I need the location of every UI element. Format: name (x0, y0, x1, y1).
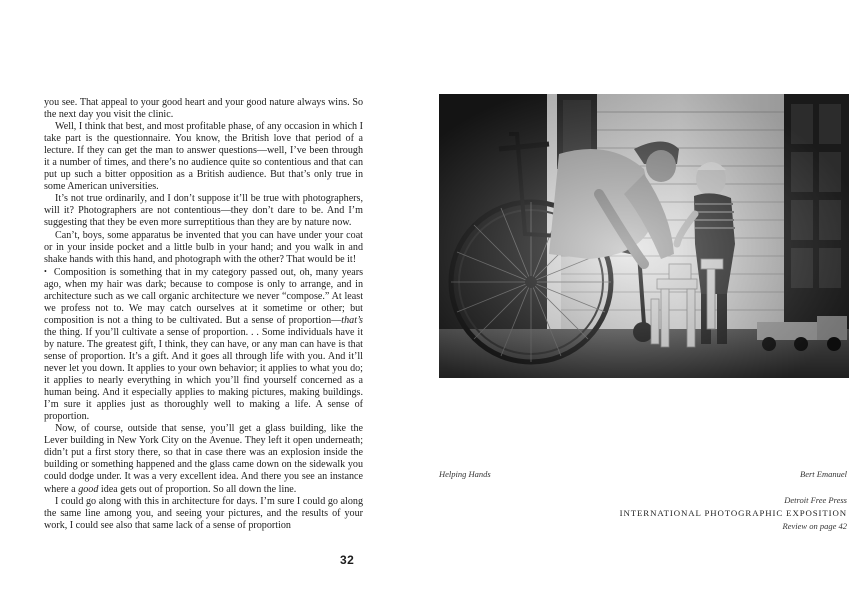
paragraph-text: idea gets out of proportion. So all down the line. (98, 483, 297, 495)
bullet-icon: • (44, 266, 47, 276)
paragraph-text: Now, of course, outside that sense, you’ll get a glass building, like the Lever building in New York City on the Avenue. They left it open underneath; didn’t put a first story there, so that in case there was an explosion inside the building or something happened and the glass came down on the sidewalk you could dodge under. It was a very excellent idea. And there you see an instance where a (44, 423, 363, 495)
page-number: 32 (340, 553, 355, 567)
photographer-credit: Bert Emanuel (800, 469, 847, 479)
article-text-column (44, 97, 363, 532)
paragraph-text: the thing. If you’ll cultivate a sense of proportion. . . Some individuals have it by nature. The greatest gift, I think, they can have, or any man can have is that sense of proportion. It’s a gift. And it goes all through life with you. And it’ll never let you down. It applies to your own behavior; it applies to what you do; it applies to nearly everything in which you’ll find yourself concerned as a human being. And it especially applies to making pictures, making buildings. I’m sure it applies just as thoroughly well to making a life. A sense of proportion. (44, 326, 363, 423)
paragraph: you see. That appeal to your good heart and your good nature always wins. So the next day you visit the clinic. (44, 97, 363, 121)
photograph-helping-hands (439, 94, 849, 378)
emphasis-text: good (78, 483, 99, 495)
paragraph-composition (44, 266, 363, 424)
emphasis-text: that’s (341, 314, 363, 326)
paragraph-text: Composition is something that in my category passed out, oh, many years ago, when my hair was dark; because to compose is only to arrange, and in architecture such as we call organic architecture we never “compose.” At least we profess not to. We may catch ourselves at it sometime or other; but composition is not a thing to be cultivated. But a sense of proportion— (44, 266, 364, 326)
publisher-name: Detroit Free Press (784, 495, 847, 505)
paragraph: It’s not true ordinarily, and I don’t suppose it’ll be true with photographers, will it? Photographers are not contentious—they don’t dare to be. And I’m suggesting that they be even more surreptitious than they are by nature now. (44, 193, 363, 229)
paragraph: Can’t, boys, some apparatus be invented that you can have under your coat or in your inside pocket and a little bulb in your hand; and you walk in and shake hands with this hand, and photograph with the other? That would be it! (44, 229, 363, 265)
paragraph-lever-building (44, 423, 363, 495)
exposition-credit (620, 494, 847, 532)
exposition-title: INTERNATIONAL PHOTOGRAPHIC EXPOSITION (619, 508, 847, 518)
paragraph: I could go along with this in architecture for days. I’m sure I could go along the same line among you, and seeing your pictures, and the results of your work, I could see also that same lack of a sense of proportion (44, 495, 363, 531)
review-note: Review on page 42 (782, 521, 847, 531)
paragraph: Well, I think that best, and most profitable phase, of any occasion in which I take part is the questionnaire. You know, the British love that period of a lecture. If they can get the man to answer questions—well, I’ve been through it a number of times, and there’s no audience quite so contentious and that can put up such a bitter opposition as a British audience. But that’s only true in some American universities. (44, 121, 363, 193)
photo-caption: Helping Hands (439, 469, 491, 479)
